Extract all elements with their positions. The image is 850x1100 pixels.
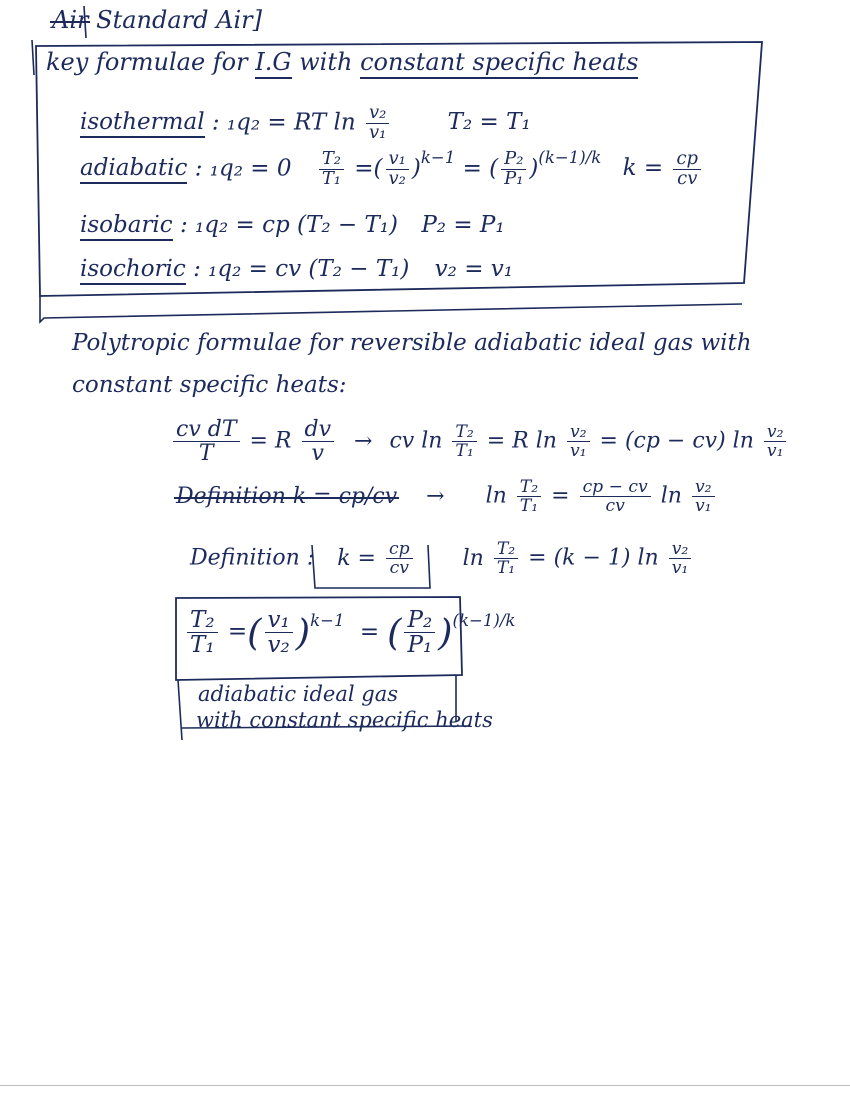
final-t-num: T₂: [187, 608, 218, 633]
adiabatic-k-frac: [673, 150, 701, 189]
final-p-den: P₁: [407, 632, 433, 659]
derivation-row-3: [190, 540, 694, 577]
def1-res2: =: [551, 483, 570, 509]
isothermal-eq: : ₁q₂ = RT ln: [211, 109, 356, 136]
d1-num2: dv: [302, 418, 335, 442]
def2-res-frac: [494, 540, 518, 577]
key-heading-prefix: key formulae for: [46, 48, 248, 76]
adiabatic-p-num: P₂: [501, 150, 526, 170]
def2-res2-frac: [669, 540, 692, 577]
def1-res2-num: cp − cv: [580, 478, 651, 497]
d1-res3-frac: [764, 423, 787, 460]
def2-res-den: T₁: [496, 558, 516, 578]
def2-frac: [386, 540, 413, 577]
isobaric-extra: P₂ = P₁: [421, 212, 505, 238]
d1-res2-frac: [567, 423, 590, 460]
isochoric-label: isochoric: [80, 256, 186, 285]
isobaric-label: isobaric: [80, 212, 173, 241]
def1-res3-num: v₂: [692, 478, 715, 497]
polytropic-line-2: constant specific heats:: [72, 372, 347, 398]
scan-edge-line: [0, 1085, 850, 1086]
adiabatic-k-lhs: k =: [622, 155, 664, 182]
def1-res3-den: v₁: [694, 496, 712, 516]
def1-res-den: T₁: [519, 496, 539, 516]
polytropic-line-1: Polytropic formulae for reversible adiabatic ideal gas with: [72, 330, 752, 356]
d1-mid: = R: [249, 428, 292, 454]
def2-k: k =: [337, 545, 376, 571]
isochoric-extra: v₂ = v₁: [434, 256, 513, 282]
def1-res3: ln: [660, 483, 682, 509]
row-isothermal: [80, 104, 531, 143]
def1-res2-frac: [580, 478, 651, 515]
adiabatic-v-frac: [386, 150, 409, 189]
d1-res2: = R ln: [486, 428, 557, 454]
adiabatic-eq: : ₁q₂ = 0: [194, 155, 292, 182]
key-heading-mid: with: [299, 48, 353, 76]
header-struck-word: Air: [52, 6, 89, 34]
adiabatic-p-frac: [501, 150, 526, 189]
final-caption-1: adiabatic ideal gas: [198, 682, 398, 706]
d1-res-num: T₂: [452, 423, 476, 442]
adiabatic-label: adiabatic: [80, 155, 187, 184]
d1-frac-a: [173, 418, 240, 465]
final-exp1: k−1: [310, 611, 345, 631]
key-box-heading: [46, 48, 638, 76]
row-adiabatic: adiabatic : ₁q₂ = 0 $\frac{\text{T₂}}{\text{T₁}}$ =( $\frac{\text{v₁}}{\text{v₂}}$ )$^{k-1}$ = ( $\frac{\text{P₂}}{\text{P₁}}$ )$^{(k-1)/k}$ k = $\frac{cp}{cv}$: [80, 150, 704, 189]
d1-den2: v: [311, 441, 324, 467]
final-v-frac: [265, 608, 293, 657]
adiabatic-k-den: cv: [677, 167, 698, 189]
d1-res-den: T₁: [455, 441, 474, 462]
isothermal-label: isothermal: [80, 109, 205, 138]
d1-frac-b: [302, 418, 335, 465]
isothermal-frac-num: v₂: [366, 104, 389, 124]
isothermal-frac-den: v₁: [369, 121, 387, 143]
isochoric-eq: : ₁q₂ = cv (T₂ − T₁): [193, 256, 410, 282]
def1-res-num: T₂: [517, 478, 541, 497]
def1-arrow: →: [426, 483, 445, 509]
final-p-frac: [404, 608, 435, 657]
d1-res3-den: v₁: [766, 441, 784, 462]
def1-res3-frac: [692, 478, 715, 515]
row-isobaric: [80, 212, 505, 238]
def2-res2: = (k − 1) ln: [528, 545, 659, 571]
adiabatic-t-num: T₂: [319, 150, 344, 170]
isothermal-extra: T₂ = T₁: [447, 109, 531, 136]
final-p-num: P₂: [404, 608, 435, 633]
header-title: Standard Air]: [96, 6, 262, 34]
def2-res-num: T₂: [494, 540, 518, 559]
adiabatic-exp1: k−1: [420, 147, 456, 167]
header: [52, 6, 262, 34]
row-isochoric: [80, 256, 513, 282]
adiabatic-t-den: T₁: [321, 167, 341, 189]
isothermal-frac: [366, 104, 389, 143]
def1-res2-den: cv: [605, 496, 625, 516]
final-caption-2: with constant specific heats: [196, 708, 493, 732]
d1-res3: = (cp − cv) ln: [599, 428, 754, 454]
isobaric-eq: : ₁q₂ = cp (T₂ − T₁): [180, 212, 398, 238]
adiabatic-t-frac: [319, 150, 344, 189]
final-relation: $\frac{\text{T₂}}{\text{T₁}}$ =( $\frac{\text{v₁}}{\text{v₂}}$ )$^{k-1}$ = ( $\frac{\text{P₂}}{\text{P₁}}$ )$^{(k-1)/k}$: [184, 608, 515, 657]
adiabatic-p-den: P₁: [504, 167, 524, 189]
final-t-den: T₁: [190, 632, 215, 659]
final-t-frac: [187, 608, 218, 657]
adiabatic-exp2: (k−1)/k: [538, 147, 602, 167]
def1-res-frac: [517, 478, 541, 515]
final-exp2: (k−1)/k: [452, 611, 516, 631]
key-heading-csh: constant specific heats: [360, 48, 638, 79]
d1-den: T: [198, 441, 214, 467]
final-v-num: v₁: [265, 608, 293, 633]
adiabatic-k-num: cp: [673, 150, 701, 170]
d1-res3-num: v₂: [764, 423, 787, 442]
d1-res2-num: v₂: [567, 423, 590, 442]
d1-res: cv ln: [389, 428, 443, 454]
d1-num: cv dT: [173, 418, 240, 442]
derivation-row-2: [176, 478, 718, 515]
def2-res2-den: v₁: [671, 558, 689, 578]
d1-res2-den: v₁: [569, 441, 587, 462]
final-v-den: v₂: [267, 632, 290, 659]
def2-res: ln: [462, 545, 484, 571]
def2-label: Definition :: [190, 545, 315, 571]
d1-res-frac: [452, 423, 476, 460]
def1-struck: Definition k = cp/cv: [176, 483, 398, 509]
def1-res: ln: [485, 483, 507, 509]
key-heading-ig: I.G: [255, 48, 291, 79]
def2-res2-num: v₂: [669, 540, 692, 559]
d1-arrow: →: [354, 428, 373, 454]
adiabatic-v-den: v₂: [388, 167, 406, 189]
derivation-row-1: [170, 418, 789, 465]
def2-num: cp: [386, 540, 413, 559]
adiabatic-v-num: v₁: [386, 150, 409, 170]
def2-den: cv: [389, 558, 409, 578]
